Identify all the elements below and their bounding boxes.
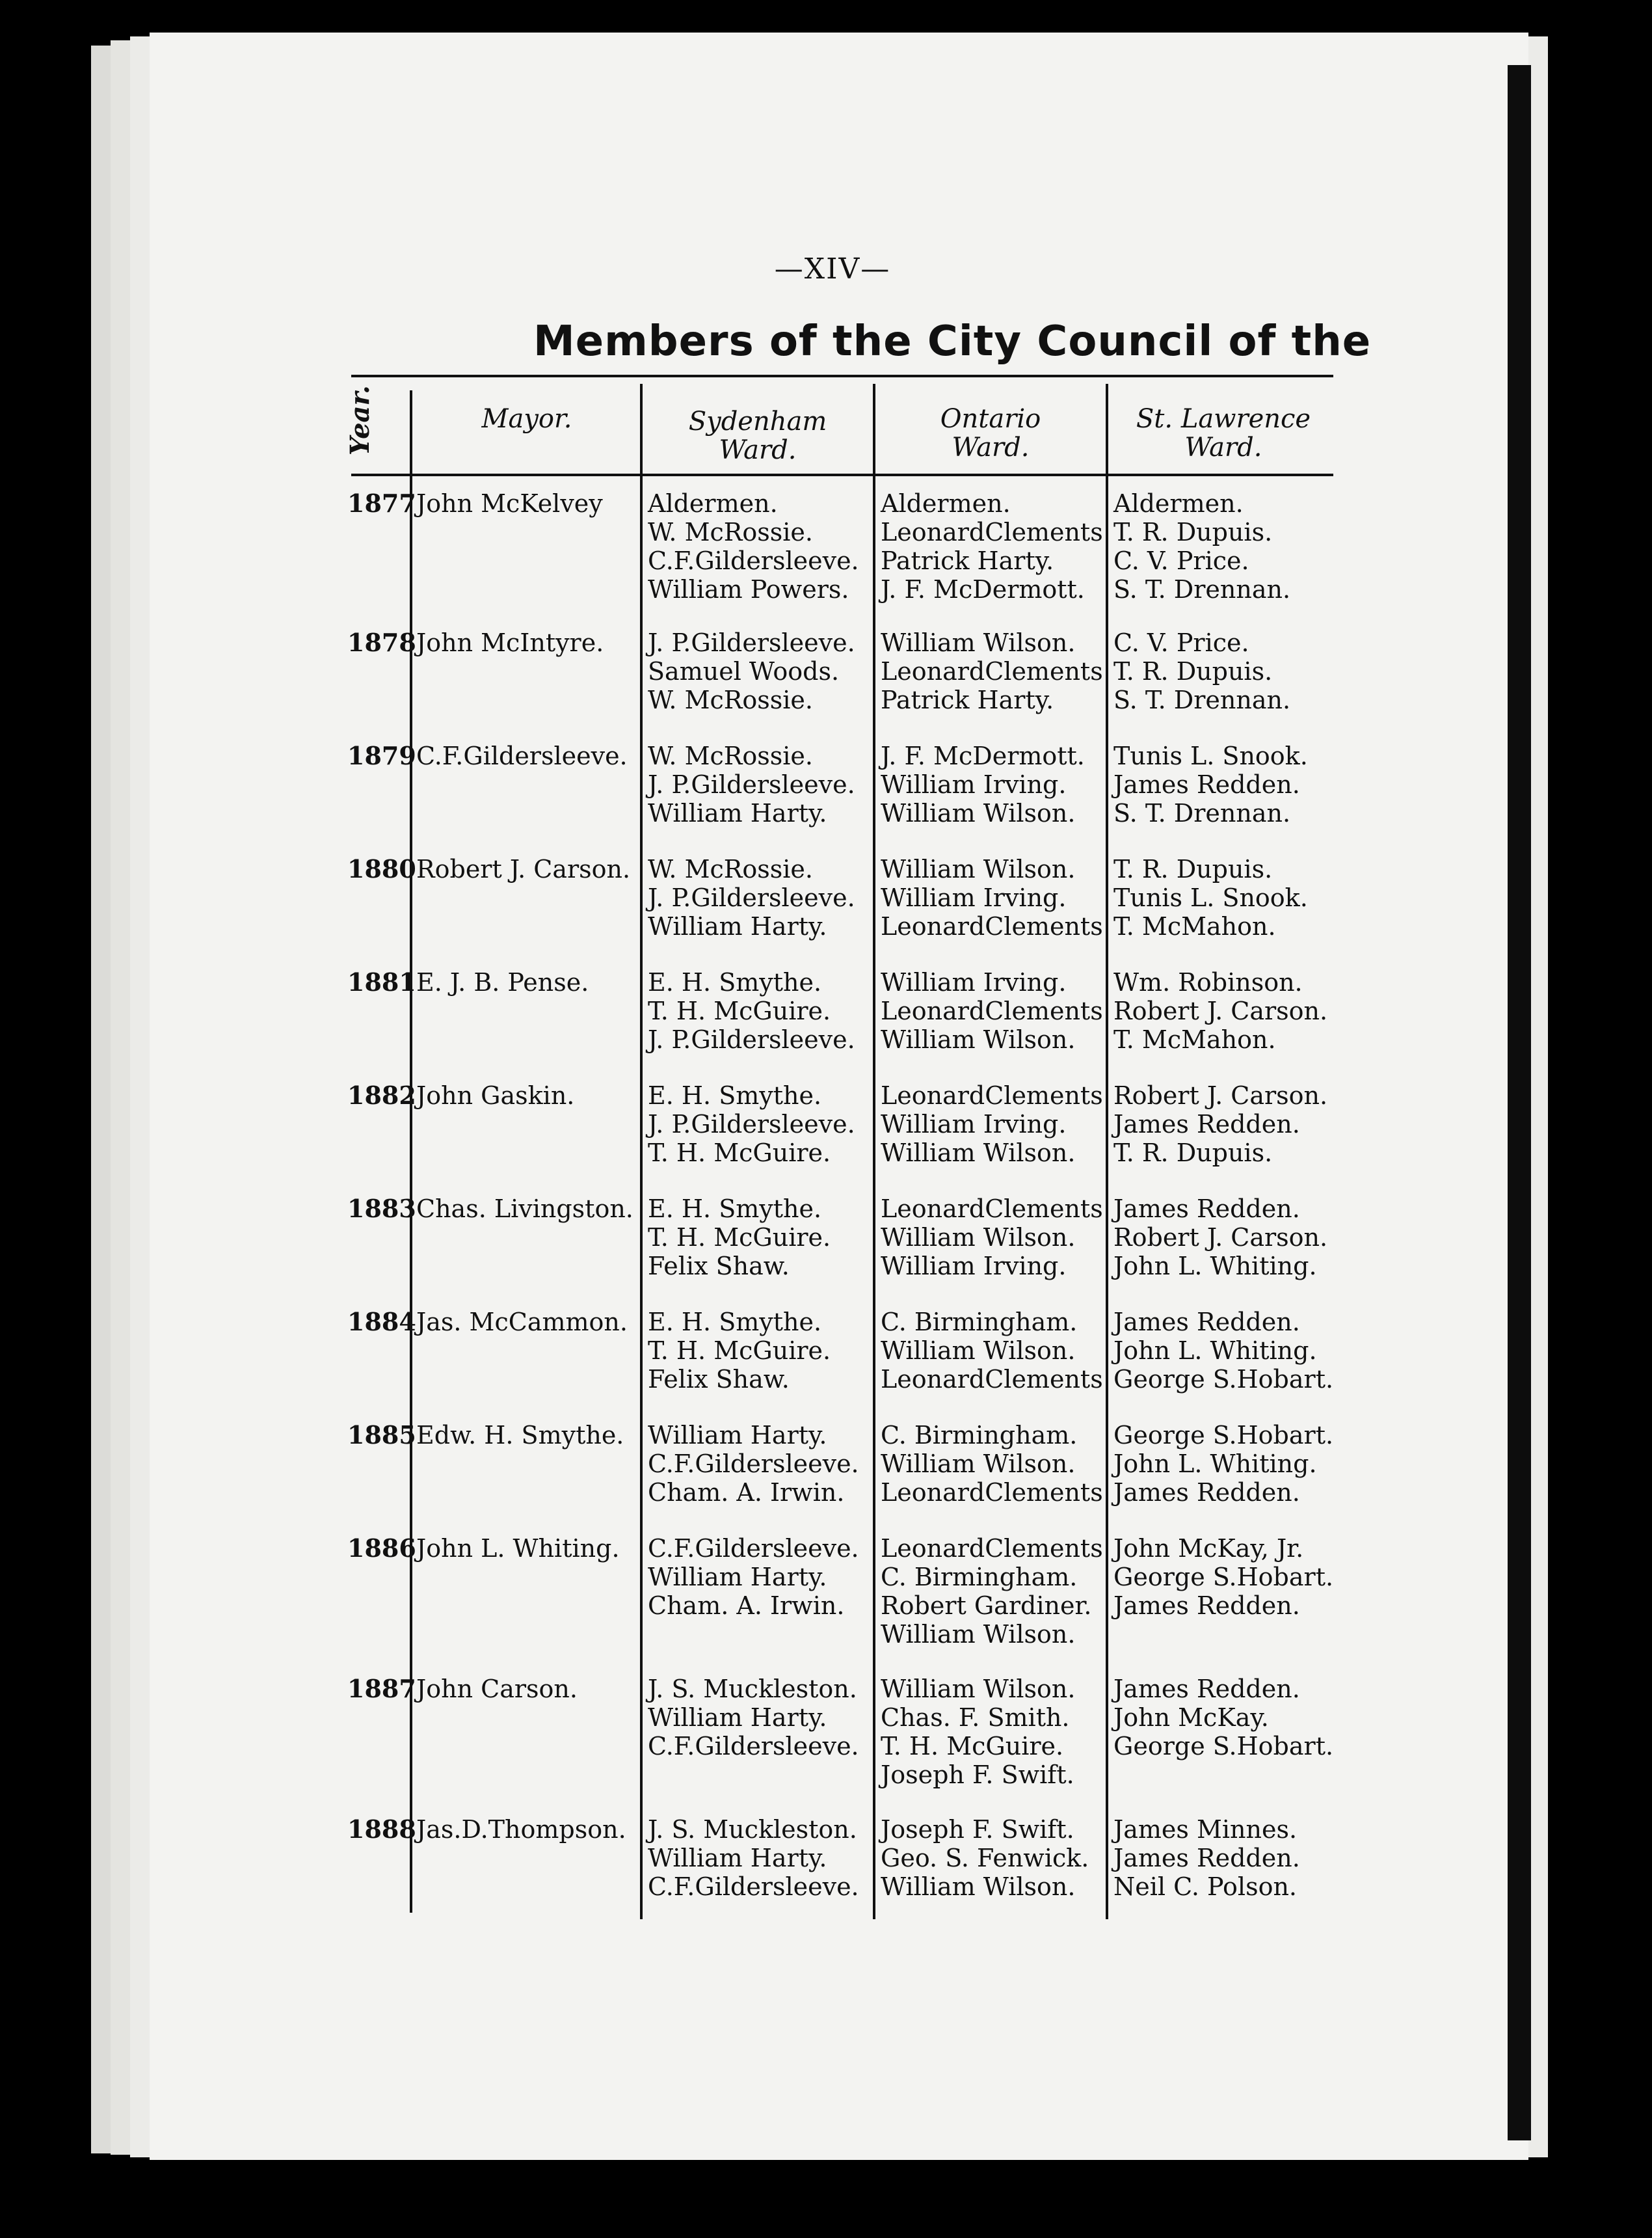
mayor-cell: John McIntyre. (416, 628, 604, 657)
sydenham-cell-entry: C.F.Gildersleeve. (648, 1872, 859, 1901)
st-lawrence-cell-entry: S. T. Drennan. (1113, 799, 1291, 828)
sydenham-cell-entry: T. H. McGuire. (648, 1139, 831, 1167)
st-lawrence-cell (1113, 742, 1308, 828)
mayor-cell: C.F.Gildersleeve. (416, 742, 628, 770)
st-lawrence-cell-entry: Aldermen. (1113, 489, 1244, 518)
ontario-cell-entry: J. F. McDermott. (881, 575, 1085, 604)
ontario-cell-entry: William Irving. (881, 883, 1067, 912)
st-lawrence-cell-entry: Robert J. Carson. (1113, 1223, 1328, 1252)
sydenham-cell-entry: J. P.Gildersleeve. (648, 1025, 855, 1054)
year-cell: 1886 (347, 1533, 416, 1563)
sydenham-cell-entry: T. H. McGuire. (648, 1223, 831, 1252)
sydenham-cell-entry: E. H. Smythe. (648, 1081, 822, 1110)
mayor-cell: Jas.D.Thompson. (416, 1815, 626, 1844)
year-cell: 1884 (347, 1307, 416, 1336)
ontario-cell-entry: LeonardClements (881, 1534, 1103, 1563)
st-lawrence-cell-entry: James Redden. (1113, 1591, 1300, 1620)
sydenham-cell-entry: E. H. Smythe. (648, 968, 822, 997)
sydenham-cell (648, 1421, 859, 1507)
ontario-cell-entry: Patrick Harty. (881, 546, 1054, 575)
header-mayor (416, 405, 637, 433)
st-lawrence-cell-entry: John L. Whiting. (1113, 1336, 1317, 1365)
ontario-cell (881, 1534, 1103, 1649)
ontario-cell-entry: T. H. McGuire. (881, 1732, 1064, 1760)
sydenham-cell-entry: Felix Shaw. (648, 1252, 790, 1280)
sydenham-cell-entry: Samuel Woods. (648, 657, 840, 686)
year-cell: 1877 (347, 489, 416, 518)
st-lawrence-cell-entry: John McKay. (1113, 1703, 1269, 1732)
sydenham-cell-entry: J. S. Muckleston. (648, 1815, 857, 1844)
st-lawrence-cell-entry: Tunis L. Snook. (1113, 883, 1308, 912)
ontario-cell-entry: LeonardClements (881, 997, 1103, 1025)
st-lawrence-cell (1113, 1194, 1327, 1280)
header-ontario-line2: Ward. (952, 433, 1030, 463)
st-lawrence-cell-entry: James Redden. (1113, 1675, 1300, 1703)
st-lawrence-cell (1113, 1421, 1333, 1507)
sydenham-cell-entry: C.F.Gildersleeve. (648, 1732, 859, 1760)
st-lawrence-cell (1113, 968, 1327, 1054)
year-cell: 1882 (347, 1081, 416, 1110)
ontario-cell (881, 628, 1103, 714)
year-cell: 1888 (347, 1814, 416, 1844)
st-lawrence-cell-entry: James Redden. (1113, 1110, 1300, 1139)
ontario-cell-entry: William Irving. (881, 1252, 1067, 1280)
header-sydenham (644, 407, 872, 465)
st-lawrence-cell-entry: James Minnes. (1113, 1815, 1298, 1844)
header-year: Year. (345, 385, 375, 455)
ontario-cell-entry: LeonardClements (881, 657, 1103, 686)
ontario-cell (881, 1421, 1103, 1507)
ontario-cell-entry: William Irving. (881, 1110, 1067, 1139)
mayor-cell: John Carson. (416, 1675, 578, 1703)
st-lawrence-cell-entry: James Redden. (1113, 1308, 1300, 1336)
year-cell: 1881 (347, 967, 416, 997)
st-lawrence-cell (1113, 1815, 1300, 1901)
year-cell: 1887 (347, 1674, 416, 1703)
ontario-cell-entry: LeonardClements (881, 912, 1103, 941)
st-lawrence-cell-entry: James Redden. (1113, 1194, 1300, 1223)
st-lawrence-cell-entry: James Redden. (1113, 1478, 1300, 1507)
sydenham-cell-entry: C.F.Gildersleeve. (648, 546, 859, 575)
ontario-cell-entry: William Wilson. (881, 799, 1076, 828)
st-lawrence-cell (1113, 489, 1290, 604)
ontario-cell-entry: Robert Gardiner. (881, 1591, 1092, 1620)
st-lawrence-cell-entry: John McKay, Jr. (1113, 1534, 1304, 1563)
st-lawrence-cell-entry: T. R. Dupuis. (1113, 518, 1273, 546)
header-mayor-label: Mayor. (481, 404, 572, 434)
ontario-cell-entry: William Wilson. (881, 855, 1076, 883)
st-lawrence-cell-entry: T. R. Dupuis. (1113, 657, 1273, 686)
mayor-cell: John Gaskin. (416, 1081, 575, 1110)
sydenham-cell-entry: William Harty. (648, 1703, 827, 1732)
year-cell: 1878 (347, 628, 416, 657)
column-rule-ontario (1106, 384, 1108, 1919)
sydenham-cell-entry: T. H. McGuire. (648, 1336, 831, 1365)
sydenham-cell-entry: E. H. Smythe. (648, 1308, 822, 1336)
sydenham-cell-entry: J. P.Gildersleeve. (648, 883, 855, 912)
sydenham-cell-entry: Cham. A. Irwin. (648, 1591, 845, 1620)
column-rule-mayor (640, 384, 643, 1919)
st-lawrence-cell (1113, 628, 1290, 714)
st-lawrence-cell-entry: T. McMahon. (1113, 1025, 1276, 1054)
sydenham-cell-entry: William Harty. (648, 1563, 827, 1591)
year-cell: 1885 (347, 1420, 416, 1449)
ontario-cell (881, 489, 1103, 604)
ontario-cell-entry: William Wilson. (881, 1449, 1076, 1478)
page-title: Members of the City Council of the (533, 317, 1372, 366)
sydenham-cell-entry: C.F.Gildersleeve. (648, 1534, 859, 1563)
sydenham-cell (648, 742, 855, 828)
st-lawrence-cell (1113, 1534, 1333, 1620)
ontario-cell (881, 1308, 1103, 1394)
st-lawrence-cell (1113, 1308, 1333, 1394)
header-sydenham-line1: Sydenham (688, 407, 827, 437)
header-sydenham-line2: Ward. (719, 435, 797, 465)
sydenham-cell-entry: W. McRossie. (648, 742, 813, 770)
ontario-cell-entry: Patrick Harty. (881, 686, 1054, 714)
st-lawrence-cell-entry: T. R. Dupuis. (1113, 1139, 1273, 1167)
ontario-cell-entry: Chas. F. Smith. (881, 1703, 1070, 1732)
st-lawrence-cell-entry: T. McMahon. (1113, 912, 1276, 941)
ontario-cell-entry: William Wilson. (881, 1620, 1076, 1649)
sydenham-cell (648, 1675, 859, 1760)
mayor-cell: John L. Whiting. (416, 1534, 620, 1563)
table-top-rule (351, 375, 1333, 377)
sydenham-cell-entry: J. P.Gildersleeve. (648, 1110, 855, 1139)
sydenham-cell-entry: Felix Shaw. (648, 1365, 790, 1394)
ontario-cell-entry: C. Birmingham. (881, 1421, 1078, 1449)
mayor-cell: Robert J. Carson. (416, 855, 631, 883)
sydenham-cell (648, 1081, 855, 1167)
ontario-cell (881, 968, 1103, 1054)
st-lawrence-cell (1113, 1081, 1327, 1167)
ontario-cell (881, 855, 1103, 941)
year-cell: 1883 (347, 1194, 416, 1223)
column-rule-sydenham (873, 384, 875, 1919)
st-lawrence-cell-entry: T. R. Dupuis. (1113, 855, 1273, 883)
ontario-cell-entry: LeonardClements (881, 1081, 1103, 1110)
ontario-cell-entry: William Wilson. (881, 1872, 1076, 1901)
sydenham-cell-entry: William Harty. (648, 912, 827, 941)
header-ontario-line1: Ontario (940, 404, 1041, 434)
ontario-cell (881, 1815, 1089, 1901)
table-header-rule (351, 474, 1333, 476)
st-lawrence-cell (1113, 1675, 1333, 1760)
sydenham-cell-entry: Cham. A. Irwin. (648, 1478, 845, 1507)
ontario-cell (881, 1081, 1103, 1167)
ontario-cell-entry: William Irving. (881, 968, 1067, 997)
mayor-cell: Jas. McCammon. (416, 1308, 628, 1336)
st-lawrence-cell-entry: S. T. Drennan. (1113, 575, 1291, 604)
ontario-cell (881, 1194, 1103, 1280)
binding-shadow (1508, 65, 1531, 2140)
sydenham-cell-entry: J. S. Muckleston. (648, 1675, 857, 1703)
ontario-cell-entry: LeonardClements (881, 1194, 1103, 1223)
header-st-lawrence-line1: St. Lawrence (1136, 404, 1311, 434)
st-lawrence-cell-entry: Wm. Robinson. (1113, 968, 1303, 997)
ontario-cell-entry: William Wilson. (881, 1139, 1076, 1167)
ontario-cell-entry: William Wilson. (881, 628, 1076, 657)
ontario-cell-entry: William Wilson. (881, 1223, 1076, 1252)
ontario-cell-entry: LeonardClements (881, 1478, 1103, 1507)
ontario-cell-entry: William Wilson. (881, 1675, 1076, 1703)
ontario-cell (881, 742, 1085, 828)
st-lawrence-cell-entry: John L. Whiting. (1113, 1252, 1317, 1280)
ontario-cell-entry: William Wilson. (881, 1025, 1076, 1054)
sydenham-cell-entry: William Harty. (648, 1844, 827, 1872)
sydenham-cell (648, 489, 859, 604)
sydenham-cell (648, 855, 855, 941)
sydenham-cell-entry: T. H. McGuire. (648, 997, 831, 1025)
sydenham-cell (648, 1534, 859, 1620)
sydenham-cell-entry: C.F.Gildersleeve. (648, 1449, 859, 1478)
sydenham-cell (648, 1194, 831, 1280)
ontario-cell-entry: C. Birmingham. (881, 1308, 1078, 1336)
sydenham-cell-entry: Aldermen. (648, 489, 778, 518)
ontario-cell-entry: William Irving. (881, 770, 1067, 799)
st-lawrence-cell-entry: George S.Hobart. (1113, 1732, 1334, 1760)
st-lawrence-cell-entry: George S.Hobart. (1113, 1563, 1334, 1591)
ontario-cell (881, 1675, 1075, 1789)
st-lawrence-cell-entry: George S.Hobart. (1113, 1421, 1334, 1449)
header-st-lawrence (1110, 405, 1337, 462)
ontario-cell-entry: J. F. McDermott. (881, 742, 1085, 770)
sydenham-cell-entry: J. P.Gildersleeve. (648, 628, 855, 657)
st-lawrence-cell-entry: George S.Hobart. (1113, 1365, 1334, 1394)
st-lawrence-cell (1113, 855, 1308, 941)
page-number: —XIV— (774, 252, 891, 286)
st-lawrence-cell-entry: John L. Whiting. (1113, 1449, 1317, 1478)
sydenham-cell (648, 628, 855, 714)
ontario-cell-entry: Joseph F. Swift. (881, 1815, 1074, 1844)
ontario-cell-entry: William Wilson. (881, 1336, 1076, 1365)
sydenham-cell-entry: W. McRossie. (648, 855, 813, 883)
sydenham-cell-entry: William Powers. (648, 575, 849, 604)
sydenham-cell-entry: W. McRossie. (648, 686, 813, 714)
sydenham-cell-entry: William Harty. (648, 1421, 827, 1449)
sydenham-cell-entry: E. H. Smythe. (648, 1194, 822, 1223)
ontario-cell-entry: Joseph F. Swift. (881, 1760, 1074, 1789)
st-lawrence-cell-entry: C. V. Price. (1113, 628, 1249, 657)
sydenham-cell (648, 1308, 831, 1394)
st-lawrence-cell-entry: S. T. Drennan. (1113, 686, 1291, 714)
sydenham-cell-entry: William Harty. (648, 799, 827, 828)
st-lawrence-cell-entry: Tunis L. Snook. (1113, 742, 1308, 770)
sydenham-cell-entry: J. P.Gildersleeve. (648, 770, 855, 799)
mayor-cell: E. J. B. Pense. (416, 968, 589, 997)
header-ontario (877, 405, 1104, 462)
mayor-cell: Edw. H. Smythe. (416, 1421, 624, 1449)
sydenham-cell-entry: W. McRossie. (648, 518, 813, 546)
st-lawrence-cell-entry: James Redden. (1113, 1844, 1300, 1872)
mayor-cell: Chas. Livingston. (416, 1194, 633, 1223)
year-cell: 1879 (347, 741, 416, 770)
ontario-cell-entry: LeonardClements (881, 518, 1103, 546)
ontario-cell-entry: Aldermen. (881, 489, 1011, 518)
st-lawrence-cell-entry: Neil C. Polson. (1113, 1872, 1297, 1901)
st-lawrence-cell-entry: Robert J. Carson. (1113, 1081, 1328, 1110)
st-lawrence-cell-entry: C. V. Price. (1113, 546, 1249, 575)
st-lawrence-cell-entry: James Redden. (1113, 770, 1300, 799)
header-st-lawrence-line2: Ward. (1184, 433, 1262, 463)
ontario-cell-entry: C. Birmingham. (881, 1563, 1078, 1591)
ontario-cell-entry: Geo. S. Fenwick. (881, 1844, 1089, 1872)
st-lawrence-cell-entry: Robert J. Carson. (1113, 997, 1328, 1025)
mayor-cell: John McKelvey (416, 489, 603, 518)
sydenham-cell (648, 1815, 859, 1901)
ontario-cell-entry: LeonardClements (881, 1365, 1103, 1394)
sydenham-cell (648, 968, 855, 1054)
year-cell: 1880 (347, 854, 416, 883)
